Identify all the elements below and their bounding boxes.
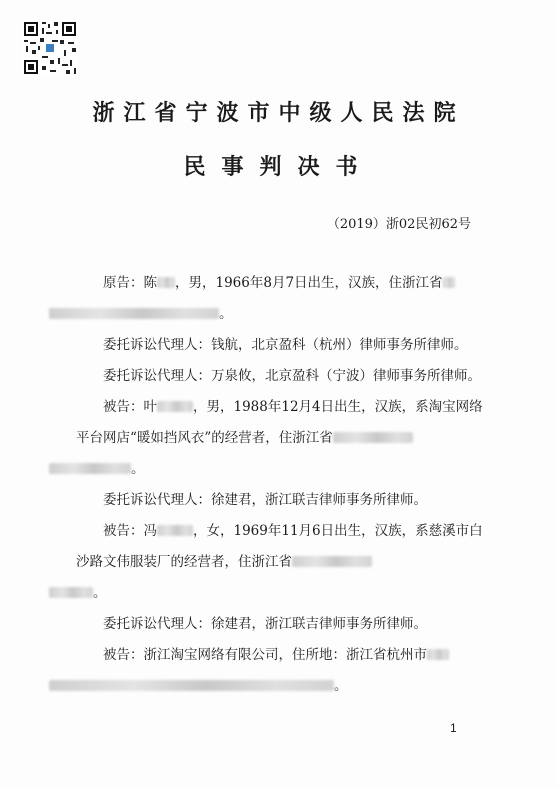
redacted-name — [157, 525, 193, 536]
agent-paragraph: 委托诉讼代理人：钱航，北京盈科（杭州）律师事务所律师。 — [103, 337, 468, 353]
defendant-paragraph: 被告：叶 ，男，1988年12月4日出生，汉族，系淘宝网络平台网店“暖如挡风衣”的经营者，住浙江省 。 — [76, 392, 484, 485]
redacted-name — [157, 277, 175, 288]
agent-paragraph: 委托诉讼代理人：徐建君，浙江联吉律师事务所律师。 — [103, 616, 427, 632]
agent-paragraph: 委托诉讼代理人：万泉攸，北京盈科（宁波）律师事务所律师。 — [103, 368, 481, 384]
agent-paragraph: 委托诉讼代理人：徐建君，浙江联吉律师事务所律师。 — [103, 492, 427, 508]
court-name: 浙江省宁波市中级人民法院 — [92, 100, 465, 126]
page-number: 1 — [450, 721, 457, 735]
redacted-address — [292, 556, 372, 567]
document-type-title: 民事判决书 — [183, 154, 374, 180]
redacted-address — [49, 587, 93, 598]
redacted-address — [427, 649, 449, 660]
defendant-paragraph: 被告：冯 ，女，1969年11月6日出生，汉族，系慈溪市白沙路文伟服装厂的经营者，住浙江省 。 — [76, 516, 484, 609]
case-number: （2019）浙02民初62号 — [326, 217, 471, 232]
redacted-address — [333, 432, 413, 443]
document-body — [76, 268, 484, 702]
redacted-address — [49, 680, 334, 691]
defendant-paragraph: 被告：浙江淘宝网络有限公司，住所地：浙江省杭州市 。 — [76, 640, 484, 702]
plaintiff-paragraph: 原告：陈 ，男，1966年8月7日出生，汉族，住浙江省 。 — [76, 268, 484, 330]
qr-code-icon[interactable] — [22, 20, 78, 76]
redacted-address — [443, 277, 455, 288]
redacted-address — [49, 308, 219, 319]
redacted-address — [49, 463, 131, 474]
redacted-name — [157, 401, 193, 412]
